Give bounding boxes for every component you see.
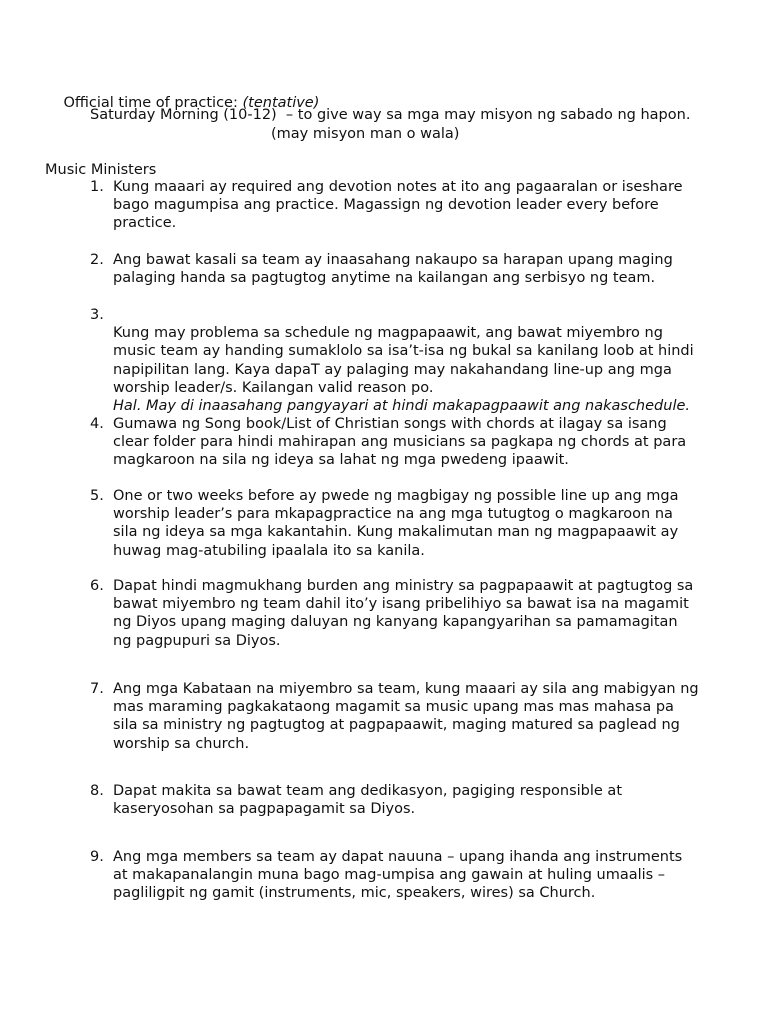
list-item-number: 6.	[90, 578, 104, 594]
list-item-number: 3.	[90, 307, 104, 323]
list-item-text: Gumawa ng Song book/List of Christian songs with chords at ilagay sa isang clear folder para hindi mahirapan ang musicians sa pagkapa ng chords at para magkaroon na sila ng ideya sa lahat ng mga pwedeng ipaawit.	[113, 416, 687, 469]
practice-schedule: Saturday Morning (10-12) – to give way sa mga may misyon ng sabado ng hapon.	[90, 107, 691, 123]
list-item-example-note: Hal. May di inaasahang pangyayari at hindi makapagpaawit ang nakaschedule.	[113, 398, 690, 415]
list-item-text: Ang bawat kasali sa team ay inaasahang nakaupo sa harapan upang maging palaging handa sa pagtugtog anytime na kailangan ang serbisyo ng team.	[113, 252, 673, 287]
section-title: Music Ministers	[45, 162, 157, 178]
list-item-number: 4.	[90, 416, 104, 432]
list-item-number: 2.	[90, 252, 104, 268]
list-item-text: Kung may problema sa schedule ng magpapaawit, ang bawat miyembro ng music team ay handing sumaklolo sa isa’t-isa ng bukal sa kanilang loob at hindi napipilitan lang. Kaya dapaT ay palaging may nakahandang line-up ang mga worship leader/s. Kailangan valid reason po.	[113, 325, 694, 396]
list-item-text: One or two weeks before ay pwede ng magbigay ng possible line up ang mga worship leader’s para mkapagpractice na ang mga tutugtog o magkaroon na sila ng ideya sa mga kakantahin. Kung makalimutan man ng magpapaawit ay huwag mag-atubiling ipaalala ito sa kanila.	[113, 488, 679, 559]
list-item-number: 8.	[90, 783, 104, 799]
list-item-text: Dapat hindi magmukhang burden ang ministry sa pagpapaawit at pagtugtog sa bawat miyembro ng team dahil ito’y isang pribelihiyo sa bawat isa na magamit ng Diyos upang maging daluyan ng kanyang kapangyarihan sa pamamagitan ng pagpupuri sa Diyos.	[113, 578, 694, 649]
practice-schedule-note: (may misyon man o wala)	[271, 126, 460, 142]
list-item-text: Dapat makita sa bawat team ang dedikasyon, pagiging responsible at kaseryosohan sa pagpapagamit sa Diyos.	[113, 783, 623, 818]
list-item-text: Ang mga members sa team ay dapat nauuna – upang ihanda ang instruments at makapanalangin muna bago mag-umpisa ang gawain at huling umaalis – pagliligpit ng gamit (instruments, mic, speakers, wires) sa Church.	[113, 849, 683, 902]
practice-time-label: Official time of practice:	[63, 95, 243, 111]
list-item-number: 1.	[90, 179, 104, 195]
list-item-number: 9.	[90, 849, 104, 865]
list-item-number: 5.	[90, 488, 104, 504]
list-item-text: Ang mga Kabataan na miyembro sa team, kung maaari ay sila ang mabigyan ng mas maraming pagkakataong magamit sa music upang mas mas mahasa pa sila sa ministry ng pagtugtog at pagpapaawit, maging matured sa paglead ng worship sa church.	[113, 681, 699, 752]
tentative-note: (tentative)	[242, 95, 320, 111]
list-item-number: 7.	[90, 681, 104, 697]
list-item-text: Kung maaari ay required ang devotion notes at ito ang pagaaralan or iseshare bago magumpisa ang practice. Magassign ng devotion leader every before practice.	[113, 179, 683, 232]
